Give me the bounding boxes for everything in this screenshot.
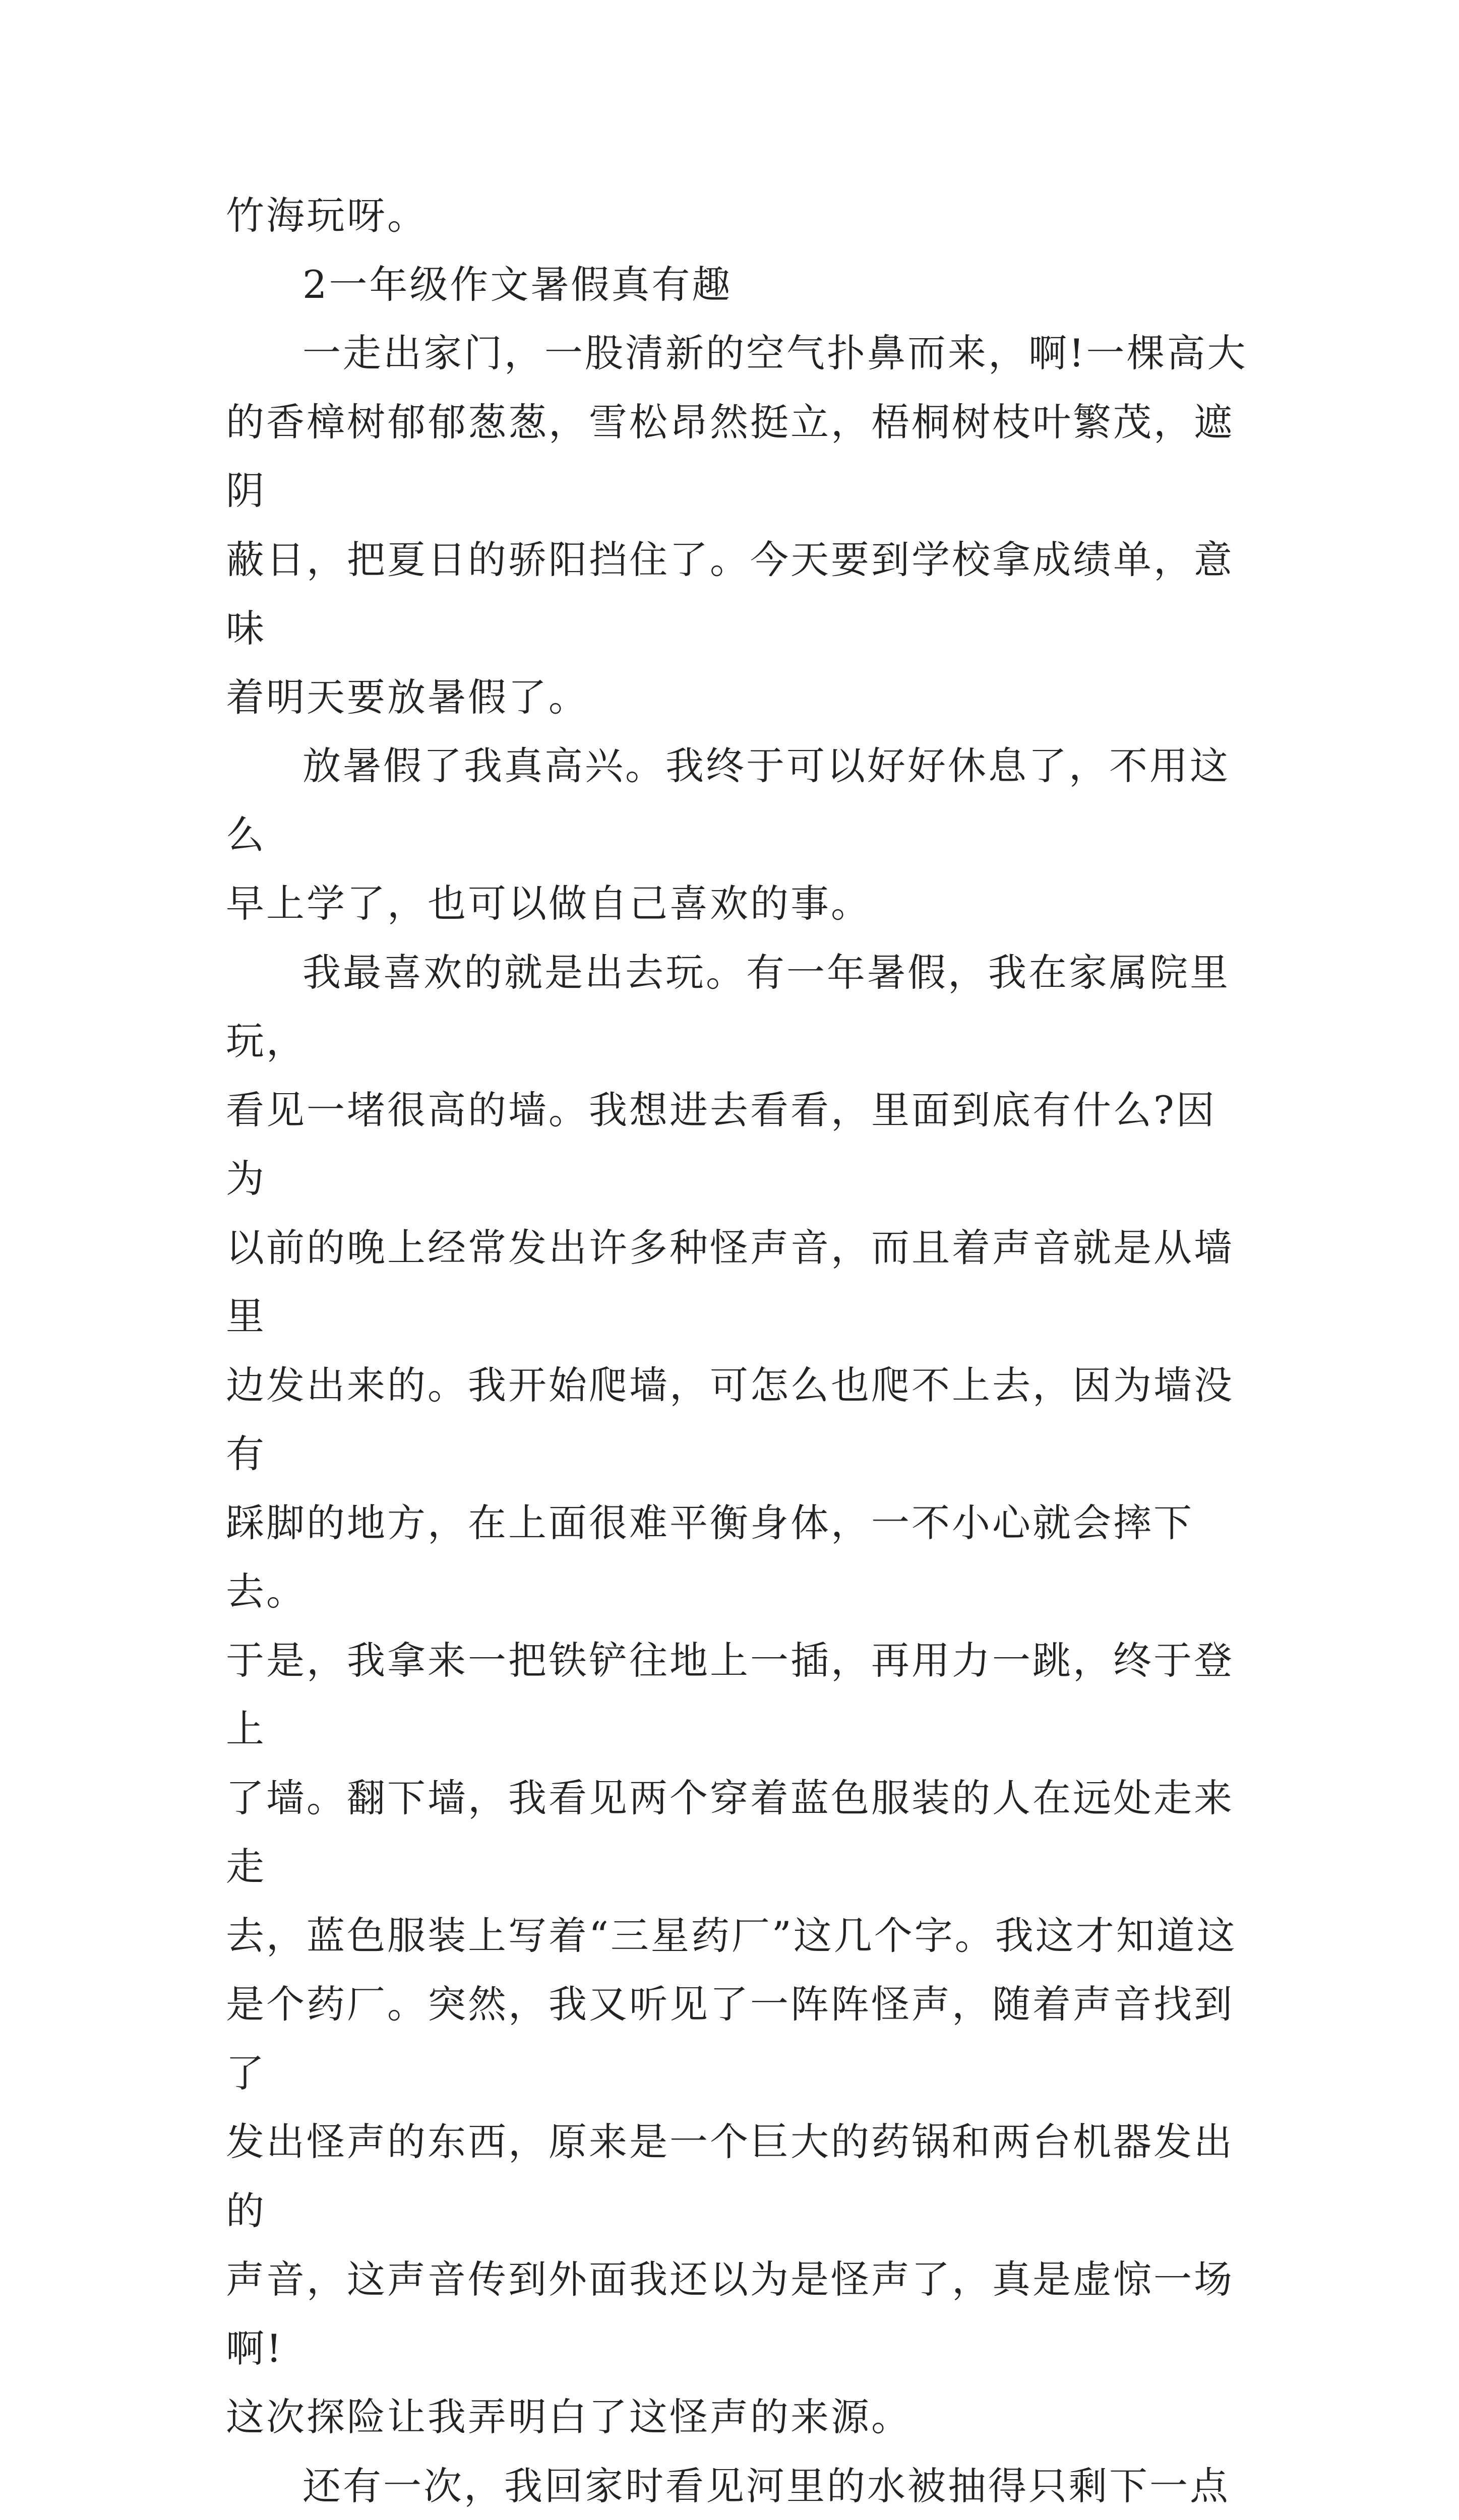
text-line: 放暑假了我真高兴。我终于可以好好休息了，不用这么 <box>226 732 1254 869</box>
text-line: 发出怪声的东西，原来是一个巨大的药锅和两台机器发出的 <box>226 2108 1254 2245</box>
text-line: 了墙。翻下墙，我看见两个穿着蓝色服装的人在远处走来走 <box>226 1764 1254 1902</box>
text-line: 于是，我拿来一把铁铲往地上一插，再用力一跳，终于登上 <box>226 1626 1254 1764</box>
text-line: 着明天要放暑假了。 <box>226 663 1254 732</box>
text-line: 去，蓝色服装上写着“三星药厂”这几个字。我这才知道这 <box>226 1902 1254 1971</box>
text-line: 这次探险让我弄明白了这怪声的来源。 <box>226 2383 1254 2452</box>
text-line: 竹海玩呀。 <box>226 181 1254 250</box>
section-heading: 2一年级作文暑假真有趣 <box>226 250 1254 320</box>
text-line: 早上学了，也可以做自己喜欢的事。 <box>226 869 1254 938</box>
text-line: 声音，这声音传到外面我还以为是怪声了，真是虚惊一场啊! <box>226 2245 1254 2383</box>
document-body <box>226 181 1254 2520</box>
text-line: 以前的晚上经常发出许多种怪声音，而且着声音就是从墙里 <box>226 1214 1254 1351</box>
text-line: 还有一次，我回家时看见河里的水被抽得只剩下一点 <box>226 2452 1254 2520</box>
text-line: 蔽日，把夏日的骄阳挡住了。今天要到学校拿成绩单，意味 <box>226 526 1254 663</box>
text-line: 踩脚的地方，在上面很难平衡身体，一不小心就会摔下去。 <box>226 1489 1254 1626</box>
text-line: 看见一堵很高的墙。我想进去看看，里面到底有什么?因为 <box>226 1076 1254 1214</box>
text-line: 边发出来的。我开始爬墙，可怎么也爬不上去，因为墙没有 <box>226 1351 1254 1489</box>
text-line: 一走出家门，一股清新的空气扑鼻而来，啊!一棵高大 <box>226 319 1254 388</box>
text-line: 的香樟树郁郁葱葱，雪松昂然挺立，梧桐树枝叶繁茂，遮阴 <box>226 388 1254 526</box>
text-line: 我最喜欢的就是出去玩。有一年暑假，我在家属院里玩， <box>226 938 1254 1076</box>
text-line: 是个药厂。突然，我又听见了一阵阵怪声，随着声音找到了 <box>226 1970 1254 2108</box>
